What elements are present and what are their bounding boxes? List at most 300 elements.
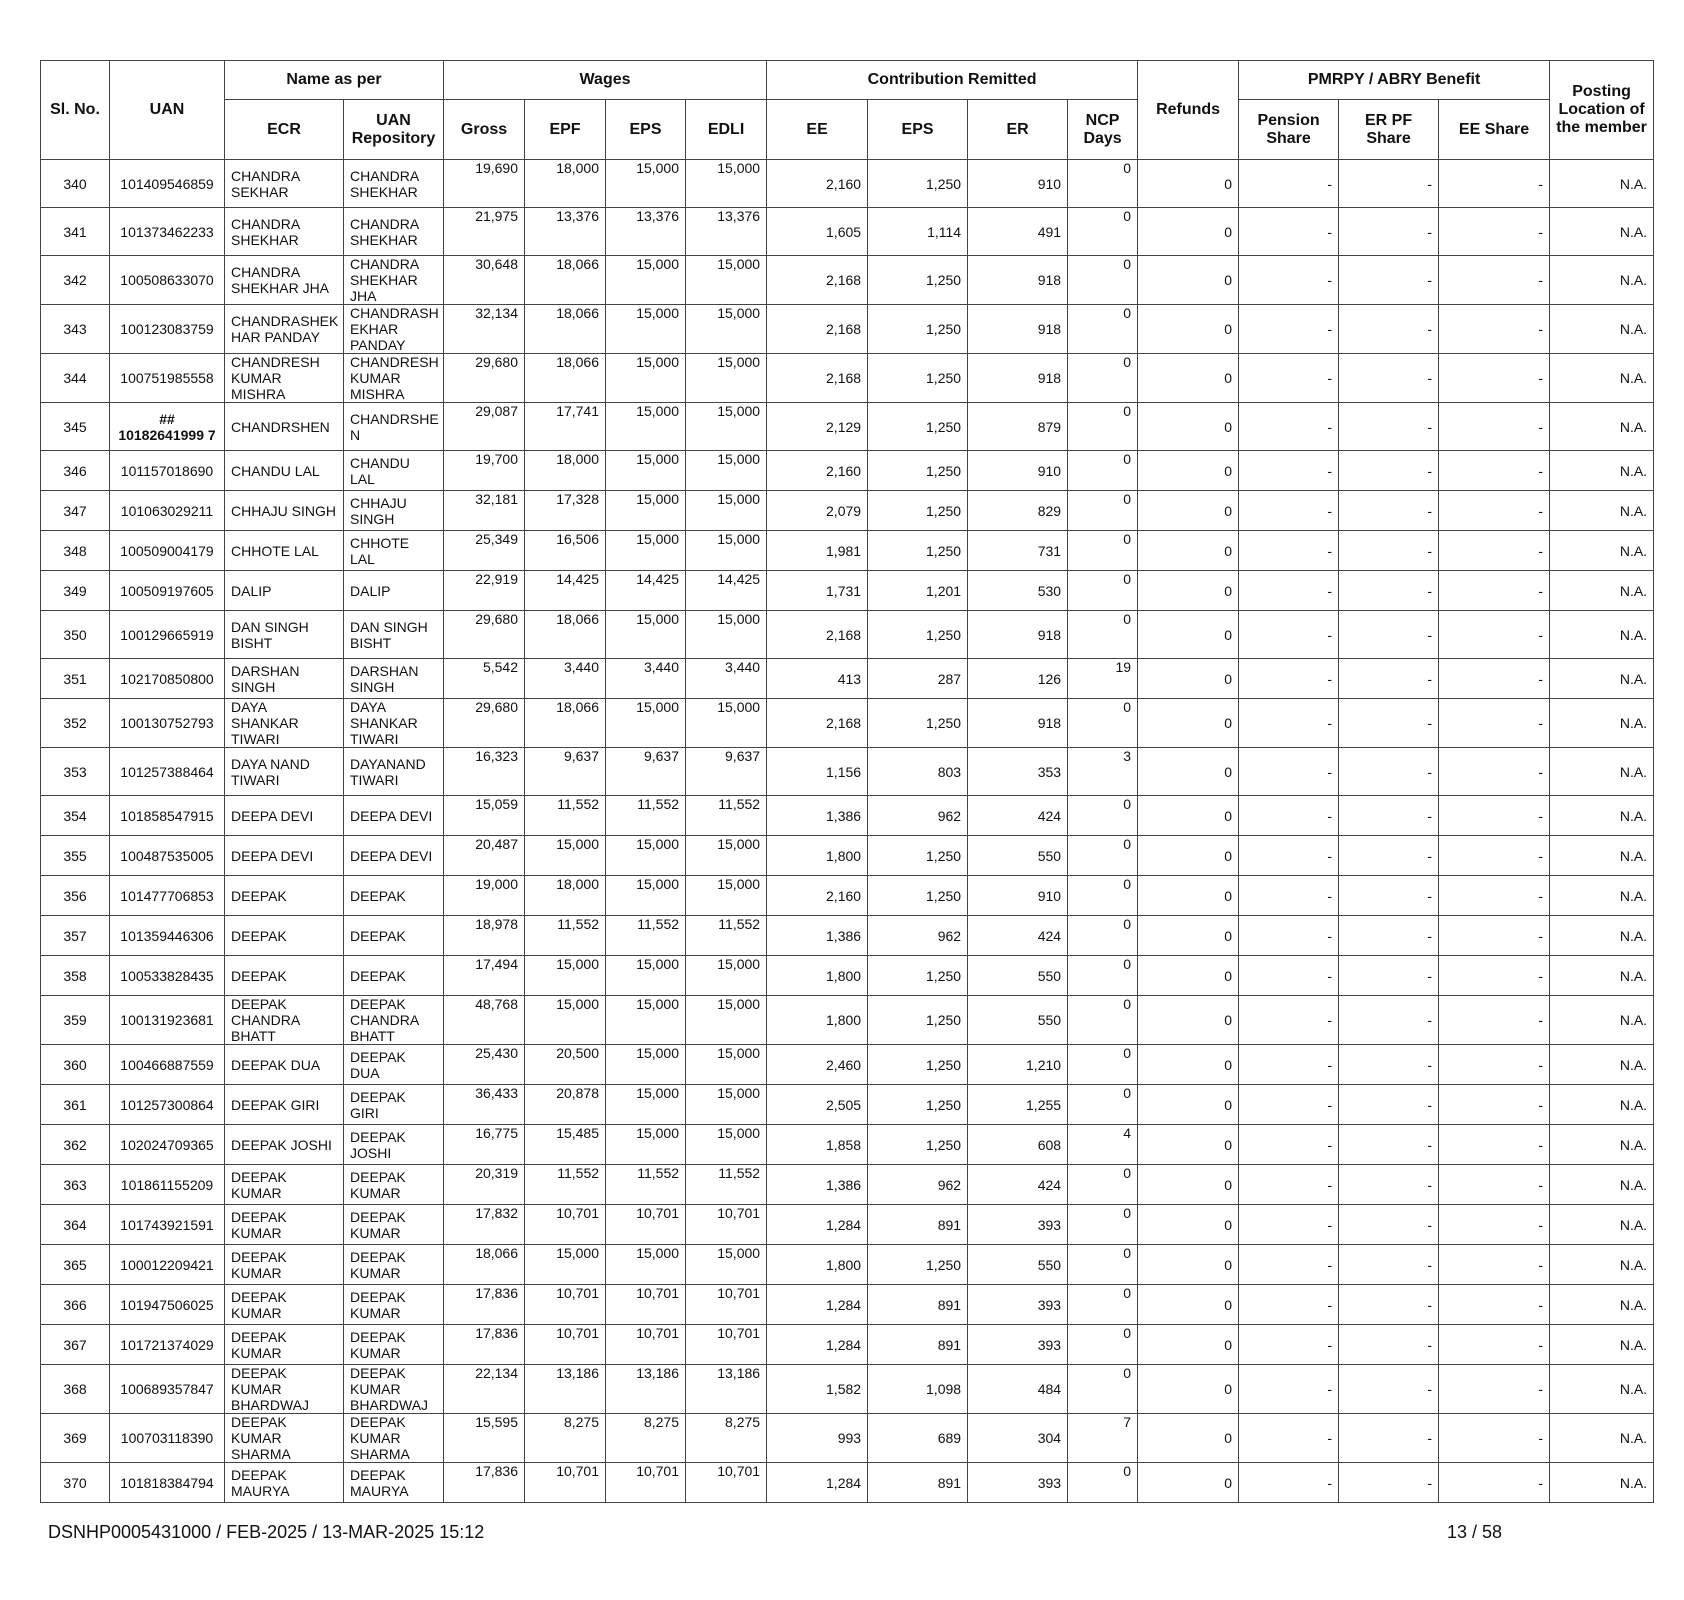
cell-eps: 9,637 [606, 748, 686, 796]
cell-ee: 2,505 [767, 1085, 868, 1125]
cell-ee: 2,460 [767, 1045, 868, 1085]
cell-sl-no: 344 [41, 354, 110, 403]
cell-contribution-eps: 1,250 [868, 256, 968, 305]
table-row [41, 1085, 1654, 1125]
cell-uan: 100703118390 [110, 1414, 225, 1463]
cell-ecr-name: DEEPAK [225, 876, 344, 916]
cell-ncp-days: 0 [1068, 1045, 1138, 1085]
cell-sl-no: 360 [41, 1045, 110, 1085]
cell-uan-repository-name: DEEPA DEVI [344, 836, 444, 876]
cell-pension-share: - [1239, 748, 1339, 796]
cell-ee: 2,168 [767, 305, 868, 354]
cell-contribution-eps: 1,250 [868, 699, 968, 748]
cell-ee-share: - [1439, 1205, 1550, 1245]
cell-er: 530 [968, 571, 1068, 611]
cell-sl-no: 359 [41, 996, 110, 1045]
cell-epf: 10,701 [525, 1463, 606, 1503]
cell-posting-location: N.A. [1550, 531, 1654, 571]
cell-eps: 10,701 [606, 1325, 686, 1365]
cell-contribution-eps: 1,250 [868, 1045, 968, 1085]
cell-ecr-name: DEEPAK JOSHI [225, 1125, 344, 1165]
table-row [41, 256, 1654, 305]
cell-posting-location: N.A. [1550, 1045, 1654, 1085]
cell-er: 484 [968, 1365, 1068, 1414]
cell-posting-location: N.A. [1550, 1463, 1654, 1503]
cell-posting-location: N.A. [1550, 1414, 1654, 1463]
cell-ncp-days: 0 [1068, 699, 1138, 748]
cell-ncp-days: 0 [1068, 796, 1138, 836]
cell-uan-repository-name: DEEPAK KUMAR [344, 1325, 444, 1365]
cell-er: 126 [968, 659, 1068, 699]
cell-sl-no: 357 [41, 916, 110, 956]
cell-edli: 3,440 [686, 659, 767, 699]
cell-posting-location: N.A. [1550, 403, 1654, 451]
cell-ee-share: - [1439, 451, 1550, 491]
cell-uan: 100533828435 [110, 956, 225, 996]
cell-edli: 15,000 [686, 1245, 767, 1285]
cell-uan: 101947506025 [110, 1285, 225, 1325]
cell-ee-share: - [1439, 256, 1550, 305]
cell-ee-share: - [1439, 659, 1550, 699]
table-row [41, 1463, 1654, 1503]
cell-uan: 100509004179 [110, 531, 225, 571]
cell-uan: ## 10182641999 7 [110, 403, 225, 451]
cell-gross: 18,978 [444, 916, 525, 956]
table-body [41, 160, 1654, 1503]
cell-sl-no: 370 [41, 1463, 110, 1503]
cell-refunds: 0 [1138, 796, 1239, 836]
cell-gross: 19,700 [444, 451, 525, 491]
cell-epf: 11,552 [525, 796, 606, 836]
table-row [41, 1414, 1654, 1463]
cell-ncp-days: 0 [1068, 208, 1138, 256]
cell-epf: 8,275 [525, 1414, 606, 1463]
cell-edli: 8,275 [686, 1414, 767, 1463]
cell-uan-repository-name: DEEPAK JOSHI [344, 1125, 444, 1165]
cell-er-pf-share: - [1339, 659, 1439, 699]
cell-eps: 15,000 [606, 531, 686, 571]
cell-uan: 102170850800 [110, 659, 225, 699]
cell-uan: 101373462233 [110, 208, 225, 256]
cell-refunds: 0 [1138, 451, 1239, 491]
cell-eps: 8,275 [606, 1414, 686, 1463]
cell-uan-repository-name: DEEPAK [344, 916, 444, 956]
cell-refunds: 0 [1138, 1325, 1239, 1365]
cell-pension-share: - [1239, 1463, 1339, 1503]
cell-ncp-days: 0 [1068, 1245, 1138, 1285]
cell-er-pf-share: - [1339, 1085, 1439, 1125]
cell-edli: 15,000 [686, 354, 767, 403]
cell-ncp-days: 3 [1068, 748, 1138, 796]
cell-posting-location: N.A. [1550, 699, 1654, 748]
cell-posting-location: N.A. [1550, 571, 1654, 611]
cell-posting-location: N.A. [1550, 1245, 1654, 1285]
cell-edli: 15,000 [686, 403, 767, 451]
table-row [41, 611, 1654, 659]
cell-ee: 1,582 [767, 1365, 868, 1414]
cell-ecr-name: DARSHAN SINGH [225, 659, 344, 699]
cell-contribution-eps: 962 [868, 916, 968, 956]
cell-pension-share: - [1239, 796, 1339, 836]
cell-er: 918 [968, 354, 1068, 403]
cell-uan: 101721374029 [110, 1325, 225, 1365]
cell-ee: 1,731 [767, 571, 868, 611]
cell-gross: 19,000 [444, 876, 525, 916]
cell-ee: 2,079 [767, 491, 868, 531]
cell-contribution-eps: 1,250 [868, 611, 968, 659]
cell-gross: 17,836 [444, 1325, 525, 1365]
cell-epf: 10,701 [525, 1325, 606, 1365]
cell-er: 550 [968, 996, 1068, 1045]
cell-gross: 22,134 [444, 1365, 525, 1414]
cell-ee-share: - [1439, 1165, 1550, 1205]
cell-eps: 10,701 [606, 1205, 686, 1245]
cell-uan-repository-name: DEEPAK KUMAR [344, 1285, 444, 1325]
cell-er-pf-share: - [1339, 1463, 1439, 1503]
cell-epf: 18,066 [525, 354, 606, 403]
col-header-refunds: Refunds [1138, 61, 1239, 160]
cell-posting-location: N.A. [1550, 876, 1654, 916]
cell-ncp-days: 0 [1068, 160, 1138, 208]
cell-ecr-name: DEEPAK KUMAR SHARMA [225, 1414, 344, 1463]
cell-gross: 21,975 [444, 208, 525, 256]
cell-ecr-name: DEEPAK KUMAR [225, 1285, 344, 1325]
cell-epf: 18,000 [525, 160, 606, 208]
cell-ee-share: - [1439, 1125, 1550, 1165]
cell-posting-location: N.A. [1550, 354, 1654, 403]
cell-edli: 10,701 [686, 1463, 767, 1503]
cell-edli: 15,000 [686, 531, 767, 571]
cell-ee: 1,284 [767, 1205, 868, 1245]
cell-posting-location: N.A. [1550, 1325, 1654, 1365]
cell-ecr-name: DEEPAK DUA [225, 1045, 344, 1085]
col-header-uan: UAN [110, 61, 225, 160]
cell-uan-repository-name: DEEPAK KUMAR BHARDWAJ [344, 1365, 444, 1414]
cell-edli: 15,000 [686, 611, 767, 659]
cell-gross: 17,832 [444, 1205, 525, 1245]
cell-er: 304 [968, 1414, 1068, 1463]
table-row [41, 1245, 1654, 1285]
cell-eps: 15,000 [606, 451, 686, 491]
cell-edli: 13,186 [686, 1365, 767, 1414]
cell-refunds: 0 [1138, 491, 1239, 531]
cell-ncp-days: 0 [1068, 571, 1138, 611]
cell-contribution-eps: 1,250 [868, 305, 968, 354]
cell-refunds: 0 [1138, 208, 1239, 256]
group-header-wages: Wages [444, 61, 767, 100]
cell-sl-no: 363 [41, 1165, 110, 1205]
cell-gross: 29,680 [444, 699, 525, 748]
cell-epf: 15,000 [525, 1245, 606, 1285]
cell-eps: 15,000 [606, 1045, 686, 1085]
cell-contribution-eps: 1,250 [868, 354, 968, 403]
cell-uan: 100012209421 [110, 1245, 225, 1285]
cell-posting-location: N.A. [1550, 611, 1654, 659]
col-header-ncp-days: NCP Days [1068, 100, 1138, 160]
cell-refunds: 0 [1138, 1414, 1239, 1463]
table-row [41, 748, 1654, 796]
cell-edli: 11,552 [686, 796, 767, 836]
cell-epf: 18,000 [525, 876, 606, 916]
cell-gross: 15,059 [444, 796, 525, 836]
cell-sl-no: 345 [41, 403, 110, 451]
cell-ee: 1,284 [767, 1325, 868, 1365]
cell-er-pf-share: - [1339, 354, 1439, 403]
cell-ncp-days: 0 [1068, 1165, 1138, 1205]
cell-pension-share: - [1239, 1205, 1339, 1245]
cell-uan-repository-name: CHANDU LAL [344, 451, 444, 491]
cell-er: 550 [968, 1245, 1068, 1285]
cell-ee-share: - [1439, 305, 1550, 354]
cell-ee: 1,800 [767, 836, 868, 876]
cell-ecr-name: CHANDRA SEKHAR [225, 160, 344, 208]
cell-pension-share: - [1239, 1245, 1339, 1285]
cell-uan: 101743921591 [110, 1205, 225, 1245]
cell-ncp-days: 0 [1068, 876, 1138, 916]
cell-pension-share: - [1239, 1325, 1339, 1365]
cell-eps: 15,000 [606, 611, 686, 659]
cell-ncp-days: 0 [1068, 836, 1138, 876]
cell-pension-share: - [1239, 491, 1339, 531]
table-row [41, 571, 1654, 611]
col-header-er: ER [968, 100, 1068, 160]
cell-pension-share: - [1239, 996, 1339, 1045]
cell-uan: 100751985558 [110, 354, 225, 403]
cell-posting-location: N.A. [1550, 491, 1654, 531]
cell-uan-repository-name: DAYA SHANKAR TIWARI [344, 699, 444, 748]
cell-refunds: 0 [1138, 876, 1239, 916]
cell-contribution-eps: 891 [868, 1205, 968, 1245]
col-header-sl-no: Sl. No. [41, 61, 110, 160]
cell-edli: 13,376 [686, 208, 767, 256]
cell-er-pf-share: - [1339, 1285, 1439, 1325]
cell-ee-share: - [1439, 1285, 1550, 1325]
cell-eps: 15,000 [606, 699, 686, 748]
cell-uan-repository-name: DEEPAK KUMAR [344, 1245, 444, 1285]
cell-ecr-name: CHHOTE LAL [225, 531, 344, 571]
cell-er: 424 [968, 916, 1068, 956]
cell-er: 879 [968, 403, 1068, 451]
cell-pension-share: - [1239, 1285, 1339, 1325]
group-header-name-as-per: Name as per [225, 61, 444, 100]
table-row [41, 451, 1654, 491]
cell-gross: 48,768 [444, 996, 525, 1045]
cell-ecr-name: CHHAJU SINGH [225, 491, 344, 531]
cell-sl-no: 343 [41, 305, 110, 354]
cell-contribution-eps: 1,250 [868, 996, 968, 1045]
cell-ee-share: - [1439, 1365, 1550, 1414]
cell-eps: 15,000 [606, 354, 686, 403]
cell-posting-location: N.A. [1550, 1125, 1654, 1165]
cell-uan: 100129665919 [110, 611, 225, 659]
cell-contribution-eps: 1,250 [868, 160, 968, 208]
table-row [41, 305, 1654, 354]
cell-ecr-name: CHANDRA SHEKHAR JHA [225, 256, 344, 305]
cell-pension-share: - [1239, 611, 1339, 659]
cell-pension-share: - [1239, 956, 1339, 996]
cell-edli: 11,552 [686, 1165, 767, 1205]
cell-refunds: 0 [1138, 354, 1239, 403]
cell-er: 910 [968, 451, 1068, 491]
cell-er: 829 [968, 491, 1068, 531]
cell-ee-share: - [1439, 1045, 1550, 1085]
cell-contribution-eps: 962 [868, 796, 968, 836]
cell-ee: 1,605 [767, 208, 868, 256]
cell-pension-share: - [1239, 160, 1339, 208]
cell-ecr-name: DEEPAK KUMAR BHARDWAJ [225, 1365, 344, 1414]
cell-er: 393 [968, 1325, 1068, 1365]
cell-ee: 413 [767, 659, 868, 699]
cell-gross: 5,542 [444, 659, 525, 699]
cell-uan: 101063029211 [110, 491, 225, 531]
cell-gross: 19,690 [444, 160, 525, 208]
cell-pension-share: - [1239, 876, 1339, 916]
cell-ecr-name: CHANDRESH KUMAR MISHRA [225, 354, 344, 403]
cell-edli: 15,000 [686, 451, 767, 491]
cell-epf: 11,552 [525, 1165, 606, 1205]
table-row [41, 403, 1654, 451]
cell-ecr-name: DAYA SHANKAR TIWARI [225, 699, 344, 748]
cell-contribution-eps: 1,250 [868, 1085, 968, 1125]
table-row [41, 1285, 1654, 1325]
cell-er-pf-share: - [1339, 403, 1439, 451]
cell-ecr-name: DAN SINGH BISHT [225, 611, 344, 659]
cell-ee-share: - [1439, 996, 1550, 1045]
cell-eps: 11,552 [606, 796, 686, 836]
cell-eps: 15,000 [606, 1245, 686, 1285]
cell-edli: 11,552 [686, 916, 767, 956]
cell-er: 424 [968, 796, 1068, 836]
cell-gross: 15,595 [444, 1414, 525, 1463]
cell-ee-share: - [1439, 1085, 1550, 1125]
cell-contribution-eps: 689 [868, 1414, 968, 1463]
table-row [41, 956, 1654, 996]
cell-ncp-days: 0 [1068, 305, 1138, 354]
cell-ecr-name: CHANDRA SHEKHAR [225, 208, 344, 256]
cell-ecr-name: DALIP [225, 571, 344, 611]
cell-ee: 1,981 [767, 531, 868, 571]
cell-er-pf-share: - [1339, 996, 1439, 1045]
cell-er: 918 [968, 305, 1068, 354]
cell-er-pf-share: - [1339, 611, 1439, 659]
cell-ncp-days: 0 [1068, 611, 1138, 659]
cell-eps: 15,000 [606, 836, 686, 876]
table-row [41, 208, 1654, 256]
col-header-eps: EPS [606, 100, 686, 160]
cell-er-pf-share: - [1339, 876, 1439, 916]
cell-sl-no: 368 [41, 1365, 110, 1414]
cell-contribution-eps: 1,250 [868, 1245, 968, 1285]
cell-ee-share: - [1439, 1414, 1550, 1463]
cell-gross: 29,680 [444, 354, 525, 403]
cell-er-pf-share: - [1339, 451, 1439, 491]
page-number: 13 / 58 [1447, 1522, 1503, 1542]
cell-ecr-name: DEEPAK MAURYA [225, 1463, 344, 1503]
cell-contribution-eps: 1,250 [868, 491, 968, 531]
cell-uan: 102024709365 [110, 1125, 225, 1165]
cell-uan-repository-name: CHANDRA SHEKHAR [344, 160, 444, 208]
cell-uan: 101409546859 [110, 160, 225, 208]
cell-posting-location: N.A. [1550, 1205, 1654, 1245]
cell-edli: 15,000 [686, 256, 767, 305]
cell-gross: 18,066 [444, 1245, 525, 1285]
cell-posting-location: N.A. [1550, 1165, 1654, 1205]
cell-eps: 11,552 [606, 916, 686, 956]
cell-uan: 101861155209 [110, 1165, 225, 1205]
cell-ee-share: - [1439, 916, 1550, 956]
cell-eps: 11,552 [606, 1165, 686, 1205]
cell-edli: 15,000 [686, 1125, 767, 1165]
cell-ee-share: - [1439, 836, 1550, 876]
cell-sl-no: 341 [41, 208, 110, 256]
cell-ecr-name: CHANDU LAL [225, 451, 344, 491]
col-header-edli: EDLI [686, 100, 767, 160]
cell-er: 393 [968, 1285, 1068, 1325]
table-row [41, 491, 1654, 531]
cell-uan: 101359446306 [110, 916, 225, 956]
cell-edli: 15,000 [686, 160, 767, 208]
cell-ee-share: - [1439, 748, 1550, 796]
col-header-ee: EE [767, 100, 868, 160]
cell-gross: 25,430 [444, 1045, 525, 1085]
cell-contribution-eps: 891 [868, 1285, 968, 1325]
cell-ncp-days: 0 [1068, 1085, 1138, 1125]
cell-eps: 13,376 [606, 208, 686, 256]
cell-ncp-days: 0 [1068, 1205, 1138, 1245]
cell-ee-share: - [1439, 956, 1550, 996]
cell-eps: 15,000 [606, 403, 686, 451]
table-header [41, 61, 1654, 160]
table-row [41, 836, 1654, 876]
cell-ee: 1,800 [767, 996, 868, 1045]
cell-gross: 20,319 [444, 1165, 525, 1205]
cell-pension-share: - [1239, 1045, 1339, 1085]
table-row [41, 1365, 1654, 1414]
cell-ee: 2,168 [767, 256, 868, 305]
cell-ecr-name: DEEPAK [225, 916, 344, 956]
cell-epf: 18,066 [525, 611, 606, 659]
cell-er-pf-share: - [1339, 1045, 1439, 1085]
cell-uan: 100466887559 [110, 1045, 225, 1085]
cell-posting-location: N.A. [1550, 208, 1654, 256]
cell-epf: 9,637 [525, 748, 606, 796]
cell-epf: 17,741 [525, 403, 606, 451]
cell-uan: 100509197605 [110, 571, 225, 611]
cell-ee: 1,800 [767, 1245, 868, 1285]
cell-gross: 32,181 [444, 491, 525, 531]
cell-uan-repository-name: DEEPAK CHANDRA BHATT [344, 996, 444, 1045]
cell-refunds: 0 [1138, 659, 1239, 699]
table-row [41, 876, 1654, 916]
cell-ee: 1,284 [767, 1463, 868, 1503]
cell-contribution-eps: 1,250 [868, 876, 968, 916]
cell-ncp-days: 0 [1068, 531, 1138, 571]
cell-refunds: 0 [1138, 1205, 1239, 1245]
cell-ee: 2,129 [767, 403, 868, 451]
cell-ecr-name: DEEPAK CHANDRA BHATT [225, 996, 344, 1045]
cell-gross: 25,349 [444, 531, 525, 571]
cell-uan: 101858547915 [110, 796, 225, 836]
cell-sl-no: 369 [41, 1414, 110, 1463]
cell-posting-location: N.A. [1550, 1285, 1654, 1325]
cell-sl-no: 367 [41, 1325, 110, 1365]
cell-uan: 100130752793 [110, 699, 225, 748]
cell-er: 353 [968, 748, 1068, 796]
cell-contribution-eps: 1,114 [868, 208, 968, 256]
col-header-posting-location: Posting Location of the member [1550, 61, 1654, 160]
cell-edli: 15,000 [686, 996, 767, 1045]
cell-pension-share: - [1239, 699, 1339, 748]
